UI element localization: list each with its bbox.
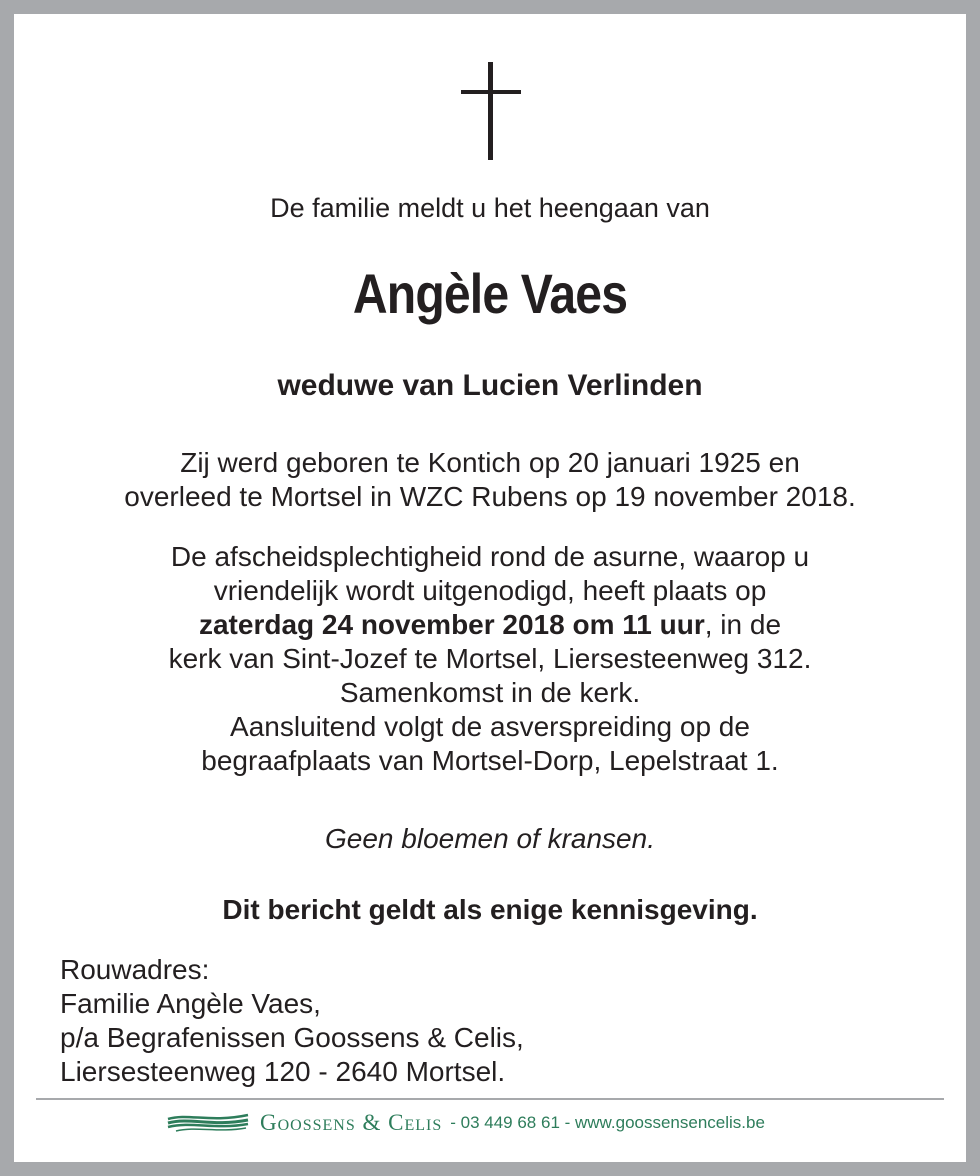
footer — [166, 1108, 765, 1138]
ceremony-date-suffix: , in de — [704, 609, 782, 640]
ceremony-line: Aansluitend volgt de asverspreiding op de — [230, 711, 750, 742]
ceremony-line: begraafplaats van Mortsel-Dorp, Lepelstraat 1. — [201, 745, 779, 776]
cross-icon — [461, 62, 521, 160]
ceremony-line: Samenkomst in de kerk. — [339, 677, 641, 708]
footer-divider — [36, 1098, 944, 1100]
waves-logo-icon — [166, 1110, 250, 1136]
announcement-text: De familie meldt u het heengaan van — [270, 193, 710, 223]
deceased-name: Angèle Vaes — [352, 262, 628, 325]
official-notice: Dit bericht geldt als enige kennisgeving. — [222, 894, 758, 925]
no-flowers-note: Geen bloemen of kransen. — [325, 823, 655, 854]
ceremony-date: zaterdag 24 november 2018 om 11 uur — [198, 609, 705, 640]
ceremony-line: De afscheidsplechtigheid rond de asurne, waarop u — [170, 541, 810, 572]
birth-death-paragraph — [40, 446, 940, 514]
ceremony-date-line — [40, 608, 940, 642]
ceremony-line: vriendelijk wordt uitgenodigd, heeft plaats op — [213, 575, 767, 606]
death-line: overleed te Mortsel in WZC Rubens op 19 november 2018. — [124, 481, 856, 512]
birth-line: Zij werd geboren te Kontich op 20 januari 1925 en — [180, 447, 800, 478]
relation-text: weduwe van Lucien Verlinden — [277, 369, 703, 402]
address-line: p/a Begrafenissen Goossens & Celis, — [60, 1022, 524, 1053]
address-line: Liersesteenweg 120 - 2640 Mortsel. — [60, 1056, 506, 1087]
footer-contact: - 03 449 68 61 - www.goossensencelis.be — [450, 1113, 765, 1132]
address-label: Rouwadres: — [60, 954, 210, 985]
ceremony-paragraph — [40, 540, 940, 778]
ceremony-line: kerk van Sint-Jozef te Mortsel, Liersesteenweg 312. — [168, 643, 812, 674]
footer-brand: Goossens & Celis — [260, 1110, 443, 1135]
address-line: Familie Angèle Vaes, — [60, 988, 321, 1019]
mourning-address — [60, 953, 524, 1089]
